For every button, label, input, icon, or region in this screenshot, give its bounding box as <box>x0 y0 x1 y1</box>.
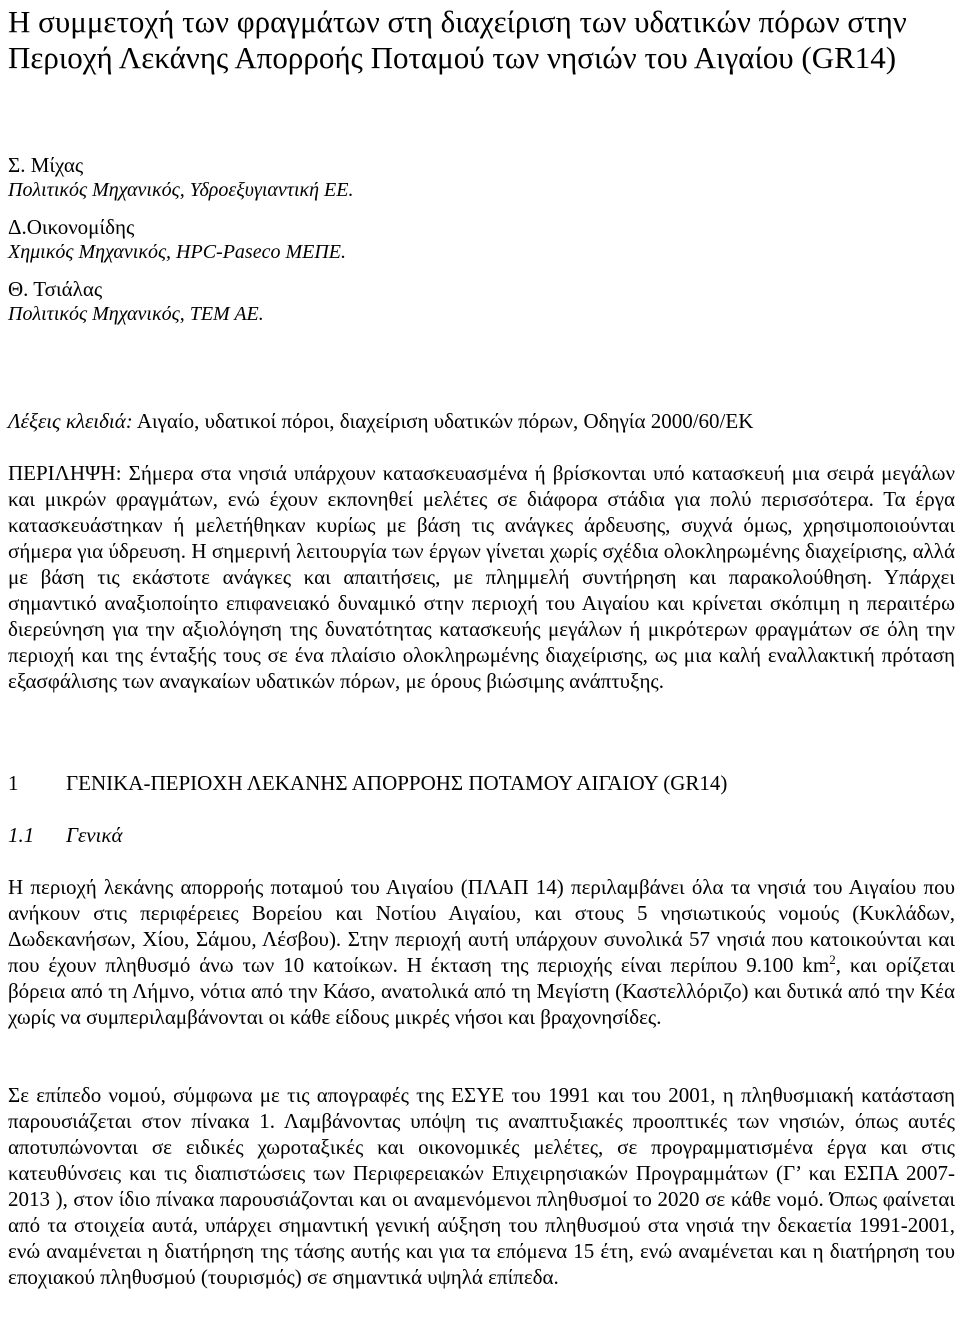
keywords-label: Λέξεις κλειδιά: <box>8 409 133 433</box>
body-paragraph-2: Σε επίπεδο νομού, σύμφωνα με τις απογραφές της ΕΣΥΕ του 1991 και του 2001, η πληθυσμιακή κατάσταση παρουσιάζεται στον πίνακα 1. Λαμβάνοντας υπόψη τις αναπτυξιακές προοπτικές των νησιών, όπως αυτές αποτυπώνονται σε ειδικές χωροταξικές και οικονομικές μελέτες, σε προγραμματισμένα έργα και στις κατευθύνσεις και τις διαπιστώσεις των Περιφερειακών Επιχειρησιακών Προγραμμάτων (Γ’ και ΕΣΠΑ 2007-2013 ), στον ίδιο πίνακα παρουσιάζονται και οι αναμενόμενοι πληθυσμοί το 2020 σε κάθε νομό. Όπως φαίνεται από τα στοιχεία αυτά, υπάρχει σημαντική γενική αύξηση του πληθυσμού στα νησιά την δεκαετία 1991-2001, ενώ αναμένεται η διατήρηση της τάσης αυτής και για τα επόμενα 15 έτη, ενώ αναμένεται και η διατήρηση του εποχιακού πληθυσμού (τουρισμός) σε σημαντικά υψηλά επίπεδα. <box>8 1083 955 1289</box>
paragraph-text: Η περιοχή λεκάνης απορροής ποταμού του Αιγαίου (ΠΛΑΠ 14) περιλαμβάνει όλα τα νησιά του Αιγαίου που ανήκουν στις περιφέρειες Βορείου και Νοτίου Αιγαίου, και στους 5 νησιωτικούς νομούς (Κυκλάδων, Δωδεκανήσων, Χίου, Σάμου, Λέσβου). Στην περιοχή αυτή υπάρχουν συνολικά 57 νησιά που κατοικούνται και που έχουν πληθυσμό άνω των 10 κατοίκων. Η έκταση της περιοχής είναι περίπου 9.100 km <box>8 875 955 977</box>
author-affiliation: Πολιτικός Μηχανικός, Υδροεξυγιαντική ΕΕ. <box>8 179 354 201</box>
author-affiliation: Χημικός Μηχανικός, HPC-Paseco ΜΕΠΕ. <box>8 241 347 263</box>
body-paragraph-1 <box>8 874 955 1030</box>
section-heading <box>8 770 727 796</box>
author-block <box>8 214 346 264</box>
subsection-title: Γενικά <box>66 823 123 847</box>
author-affiliation: Πολιτικός Μηχανικός, ΤΕΜ ΑΕ. <box>8 303 264 325</box>
subsection-heading <box>8 822 122 848</box>
author-name: Σ. Μίχας <box>8 153 84 177</box>
section-title: ΓΕΝΙΚΑ-ΠΕΡΙΟΧΗ ΛΕΚΑΝΗΣ ΑΠΟΡΡΟΗΣ ΠΟΤΑΜΟΥ ΑΙΓΑΙΟΥ (GR14) <box>66 771 728 795</box>
author-name: Θ. Τσιάλας <box>8 277 103 301</box>
paper-title: Η συμμετοχή των φραγμάτων στη διαχείριση των υδατικών πόρων στην Περιοχή Λεκάνης Απορροής Ποταμού των νησιών του Αιγαίου (GR14) <box>8 4 907 75</box>
superscript: 2 <box>829 952 836 967</box>
subsection-number: 1.1 <box>8 823 35 847</box>
keywords-line <box>8 408 753 434</box>
abstract-paragraph: ΠΕΡΙΛΗΨΗ: Σήμερα στα νησιά υπάρχουν κατασκευασμένα ή βρίσκονται υπό κατασκευή μια σειρά μεγάλων και μικρών φραγμάτων, ενώ έχουν εκπονηθεί μελέτες σε διάφορα στάδια για πολύ περισσότερα. Τα έργα κατασκευάστηκαν ή μελετήθηκαν κυρίως με βάση τις ανάγκες άρδευσης, συχνά όμως, χρησιμοποιούνται σήμερα για ύδρευση. Η σημερινή λειτουργία των έργων γίνεται χωρίς σχέδια ολοκληρωμένης διαχείρισης, αλλά με βάση τις εκάστοτε ανάγκες και απαιτήσεις, με πλημμελή συντήρηση και παρακολούθηση. Υπάρχει σημαντικό αναξιοποίητο επιφανειακό δυναμικό στην περιοχή του Αιγαίου και κρίνεται σκόπιμη η περαιτέρω διερεύνηση για την αξιολόγηση της δυνατότητας κατασκευής μεγάλων ή μικρότερων φραγμάτων σε όλη την περιοχή και της ένταξής τους σε ένα πλαίσιο ολοκληρωμένης διαχείρισης, ως μια καλή εναλλακτική πρόταση εξασφάλισης των αναγκαίων υδατικών πόρων, με όρους βιώσιμης ανάπτυξης. <box>8 461 955 693</box>
section-number: 1 <box>8 771 19 795</box>
author-block <box>8 276 264 326</box>
keywords-text: Αιγαίο, υδατικοί πόροι, διαχείριση υδατικών πόρων, Οδηγία 2000/60/ΕΚ <box>136 409 754 433</box>
author-block <box>8 152 353 202</box>
paragraph-text: , και ορίζεται βόρεια από τη Λήμνο, νότια από την Κάσο, ανατολικά από τη Μεγίστη (Καστελλόριζο) και δυτικά από την Κέα χωρίς να συμπεριλαμβάνονται οι κάθε είδους μικρές νήσοι και βραχονησίδες. <box>8 953 955 1029</box>
author-name: Δ.Οικονομίδης <box>8 215 135 239</box>
